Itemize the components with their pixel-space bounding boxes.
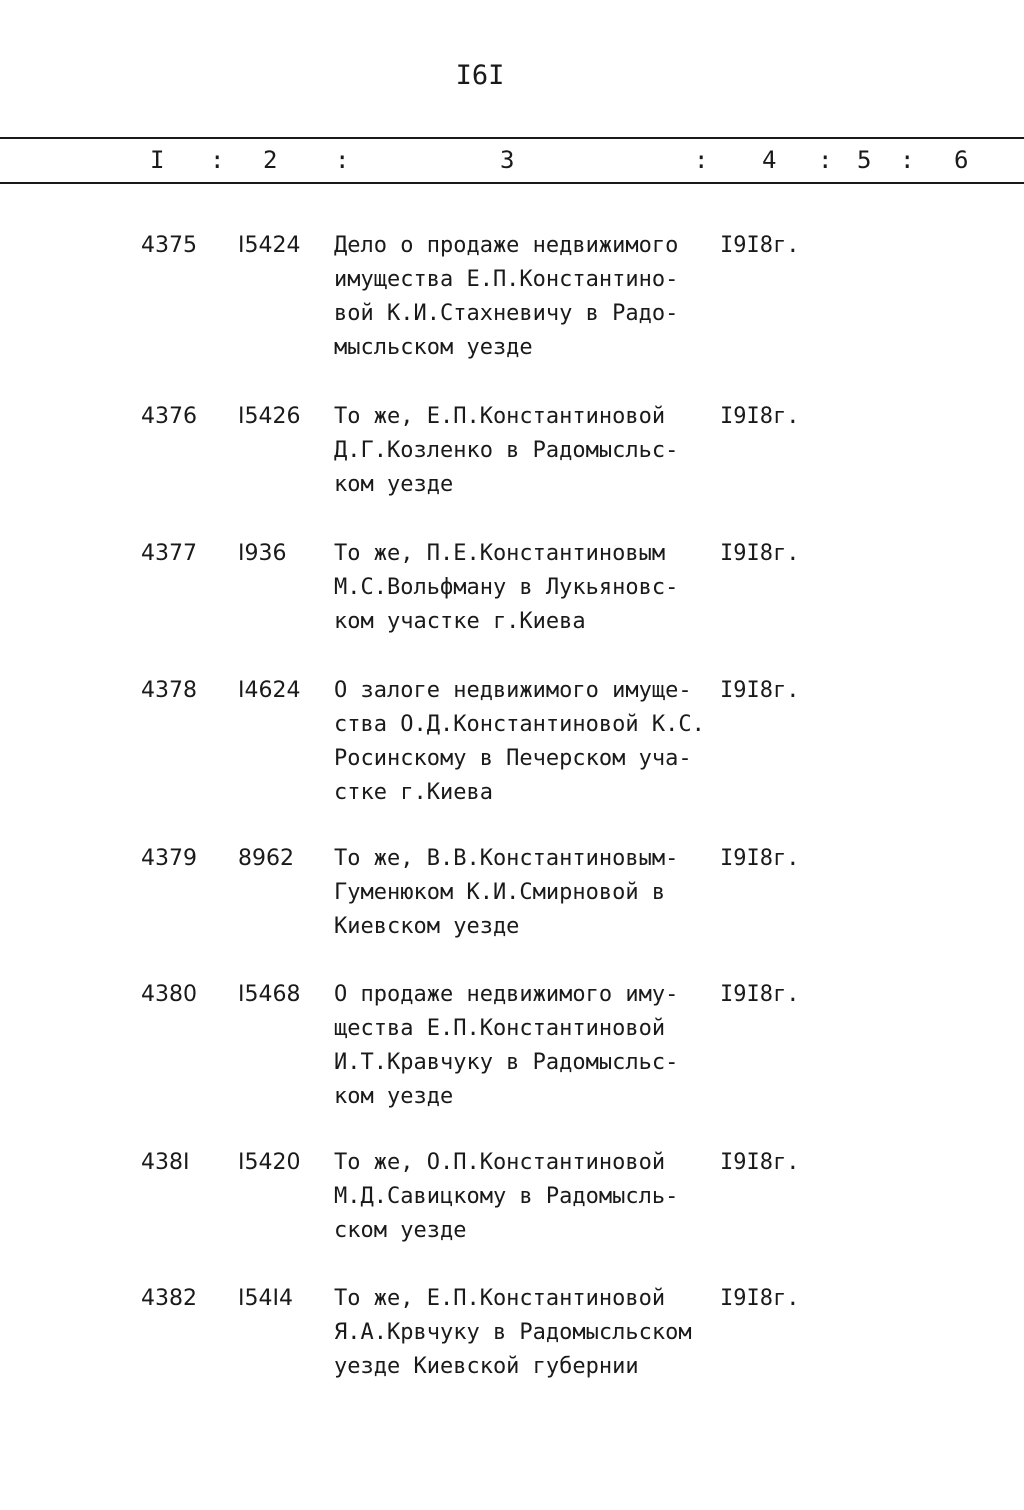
entry-title: То же, Е.П.Константиновой Д.Г.Козленко в Радомысльс- ком уезде [334, 404, 679, 497]
entry-year: I9I8г. [720, 1150, 800, 1175]
column-header-6: 6 [954, 146, 969, 174]
entry-title: О продаже недвижимого иму- щества Е.П.Константиновой И.Т.Кравчуку в Радомысльс- ком уезде [334, 982, 679, 1109]
column-header-1: I [150, 146, 165, 174]
column-separator: : [210, 146, 225, 174]
column-header-5: 5 [857, 146, 872, 174]
column-header-4: 4 [762, 146, 777, 174]
entry-title: О залоге недвижимого имуще- ства О.Д.Константиновой К.С. Росинскому в Печерском уча- стке г.Киева [334, 678, 705, 805]
entry-number: 4378 [141, 678, 197, 703]
entry-number: 4379 [141, 846, 197, 871]
entry-year: I9I8г. [720, 404, 800, 429]
entry-file-number: 8962 [238, 846, 294, 871]
entry-number: 4375 [141, 233, 197, 258]
entry-number: 4382 [141, 1286, 197, 1311]
entry-file-number: I936 [238, 541, 287, 566]
entry-title: То же, П.Е.Константиновым М.С.Вольфману в Лукьяновс- ком участке г.Киева [334, 541, 679, 634]
entry-number: 4380 [141, 982, 197, 1007]
entry-number: 4376 [141, 404, 197, 429]
entry-file-number: I5424 [238, 233, 301, 258]
entry-year: I9I8г. [720, 678, 800, 703]
entry-year: I9I8г. [720, 1286, 800, 1311]
entry-title: То же, Е.П.Константиновой Я.А.Крвчуку в Радомысльском уезде Киевской губернии [334, 1286, 692, 1379]
column-separator: : [818, 146, 833, 174]
entry-file-number: I4624 [238, 678, 301, 703]
entry-file-number: I5420 [238, 1150, 301, 1175]
entry-year: I9I8г. [720, 982, 800, 1007]
entry-year: I9I8г. [720, 541, 800, 566]
entry-file-number: I5468 [238, 982, 301, 1007]
column-separator: : [900, 146, 915, 174]
entry-number: 438I [141, 1150, 190, 1175]
column-header-2: 2 [263, 146, 278, 174]
entry-title: То же, В.В.Константиновым- Гуменюком К.И.Смирновой в Киевском уезде [334, 846, 679, 939]
column-separator: : [335, 146, 350, 174]
entry-title: То же, О.П.Константиновой М.Д.Савицкому в Радомысль- ском уезде [334, 1150, 679, 1243]
column-header-3: 3 [500, 146, 515, 174]
entry-file-number: I5426 [238, 404, 301, 429]
entry-title: Дело о продаже недвижимого имущества Е.П.Константино- вой К.И.Стахневичу в Радо- мысльском уезде [334, 233, 679, 360]
page-number: I6I [455, 60, 505, 91]
entry-file-number: I54I4 [238, 1286, 293, 1311]
entry-year: I9I8г. [720, 846, 800, 871]
entry-number: 4377 [141, 541, 197, 566]
column-separator: : [694, 146, 709, 174]
entry-year: I9I8г. [720, 233, 800, 258]
